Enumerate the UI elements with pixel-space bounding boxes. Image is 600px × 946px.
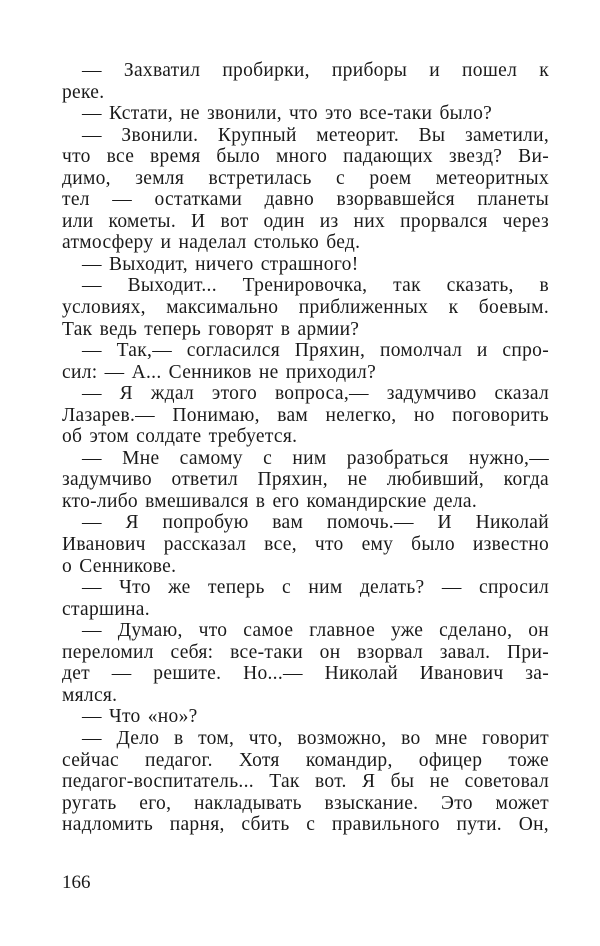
text-line: дет — решите. Но...— Николай Иванович за- (62, 663, 549, 685)
page-number: 166 (62, 872, 91, 893)
text-line: переломил себя: все-таки он взорвал завал. При- (62, 641, 549, 663)
text-line: — Звонили. Крупный метеорит. Вы заметили, (82, 124, 549, 146)
text-line: — Мне самому с ним разобраться нужно,— (82, 447, 549, 469)
text-line: — Так,— согласился Пряхин, помолчал и спро- (82, 340, 549, 362)
paragraph (62, 340, 549, 383)
text-line: — Захватил пробирки, приборы и пошел к (82, 60, 549, 81)
text-line: сейчас педагог. Хотя командир, офицер тоже (62, 749, 549, 771)
text-line: об этом солдате требуется. (62, 426, 298, 448)
text-line: Так ведь теперь говорят в армии? (62, 318, 360, 340)
paragraph (62, 125, 549, 254)
text-line: старшина. (62, 598, 150, 620)
text-line: ругать его, накладывать взыскание. Это может (62, 792, 549, 814)
text-line: надломить парня, сбить с правильного пути. Он, (62, 814, 549, 836)
paragraph (62, 103, 549, 125)
text-line: задумчиво ответил Пряхин, не любивший, когда (62, 469, 549, 491)
paragraph (62, 383, 549, 448)
text-line: — Думаю, что самое главное уже сделано, он (82, 620, 549, 642)
text-line: о Сенникове. (62, 555, 177, 577)
paragraph (62, 60, 549, 103)
text-line: педагог-воспитатель... Так вот. Я бы не советовал (62, 771, 549, 793)
text-line: димо, земля встретилась с роем метеоритных (62, 167, 549, 189)
paragraph (62, 620, 549, 706)
text-line: — Выходит... Тренировочка, так сказать, в (82, 275, 549, 297)
text-line: — Кстати, не звонили, что это все-таки было? (82, 103, 493, 125)
text-line: — Я ждал этого вопроса,— задумчиво сказал (82, 383, 549, 405)
text-line: что все время было много падающих звезд? Ви- (62, 146, 549, 168)
text-line: условиях, максимально приближенных к боевым. (62, 297, 549, 319)
text-line: — Дело в том, что, возможно, во мне говорит (82, 727, 549, 749)
paragraph (62, 275, 549, 340)
text-line: — Что «но»? (82, 706, 198, 728)
text-line: — Я попробую вам помочь.— И Николай (82, 512, 549, 534)
paragraph (62, 448, 549, 513)
text-line: реке. (62, 81, 105, 103)
text-line: кто-либо вмешивался в его командирские дела. (62, 490, 478, 512)
book-page-text (62, 60, 549, 836)
paragraph (62, 728, 549, 836)
paragraph (62, 577, 549, 620)
text-line: тел — остатками давно взорвавшейся планеты (62, 189, 549, 211)
text-line: сил: — А... Сенников не приходил? (62, 361, 377, 383)
text-line: — Выходит, ничего страшного! (82, 253, 359, 275)
text-line: Иванович рассказал все, что ему было известно (62, 534, 549, 556)
text-line: мялся. (62, 684, 118, 706)
paragraph (62, 254, 549, 276)
paragraph (62, 512, 549, 577)
text-line: или кометы. И вот один из них прорвался через (62, 210, 549, 232)
text-line: атмосферу и наделал столько бед. (62, 232, 361, 254)
text-line: Лазарев.— Понимаю, вам нелегко, но поговорить (62, 404, 549, 426)
text-line: — Что же теперь с ним делать? — спросил (82, 577, 549, 599)
paragraph (62, 706, 549, 728)
